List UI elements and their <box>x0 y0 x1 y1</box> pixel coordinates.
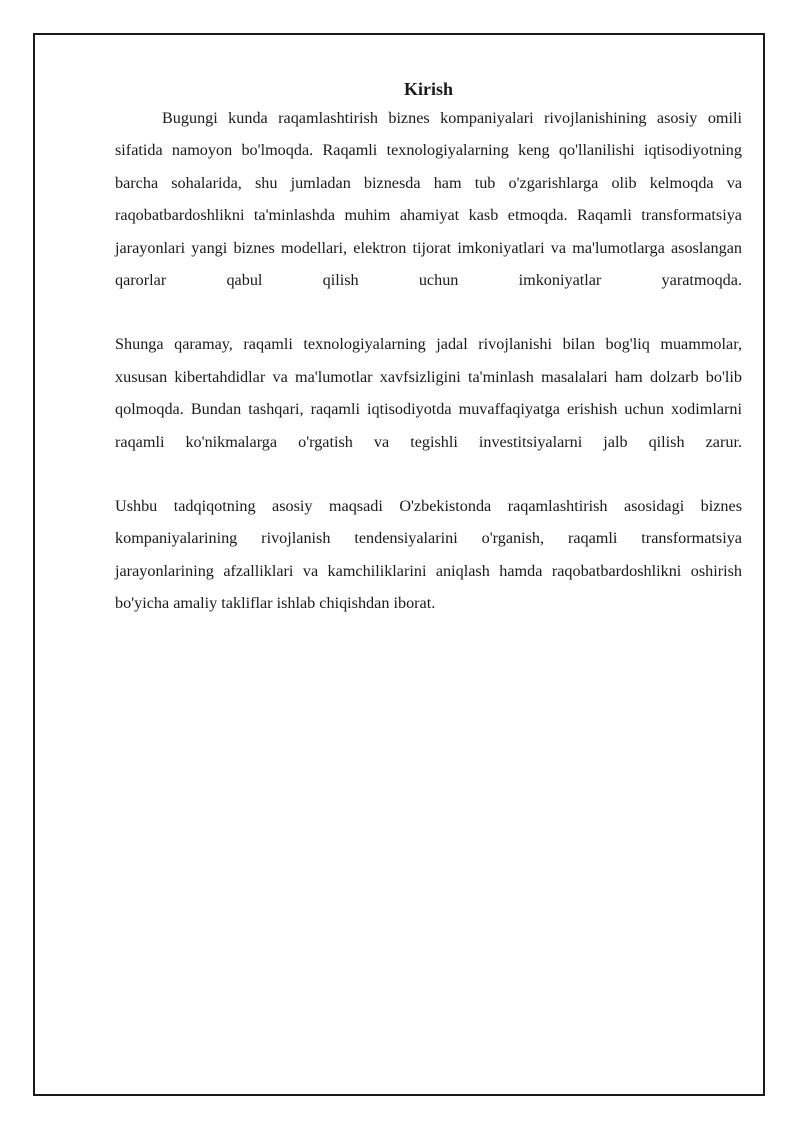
paragraph-challenges: Shunga qaramay, raqamli texnologiyalarning jadal rivojlanishi bilan bog'liq muammolar, xususan kibertahdidlar va ma'lumotlar xavfsizligini ta'minlash masalalari ham dolzarb bo'lib qolmoqda. Bundan tashqari, raqamli iqtisodiyotda muvaffaqiyatga erishish uchun xodimlarni raqamli ko'nikmalarga o'rgatish va tegishli investitsiyalarni jalb qilish zarur. <box>115 335 742 451</box>
document-body <box>115 78 742 620</box>
paragraph-spacer <box>115 458 742 490</box>
paragraph-spacer <box>115 296 742 328</box>
paragraph-objective: Ushbu tadqiqotning asosiy maqsadi O'zbekistonda raqamlashtirish asosidagi biznes kompaniyalarining rivojlanish tendensiyalarini o'rganish, raqamli transformatsiya jarayonlarining afzalliklari va kamchiliklarini aniqlash hamda raqobatbardoshlikni oshirish bo'yicha amaliy takliflar ishlab chiqishdan iborat. <box>115 497 742 613</box>
paragraph-intro: Bugungi kunda raqamlashtirish biznes kompaniyalari rivojlanishining asosiy omili sifatida namoyon bo'lmoqda. Raqamli texnologiyalarning keng qo'llanilishi iqtisodiyotning barcha sohalarida, shu jumladan biznesda ham tub o'zgarishlarga olib kelmoqda va raqobatbardoshlikni ta'minlashda muhim ahamiyat kasb etmoqda. Raqamli transformatsiya jarayonlari yangi biznes modellari, elektron tijorat imkoniyatlari va ma'lumotlarga asoslangan qarorlar qabul qilish uchun imkoniyatlar yaratmoqda. <box>115 109 742 290</box>
section-title: Kirish <box>403 79 453 99</box>
